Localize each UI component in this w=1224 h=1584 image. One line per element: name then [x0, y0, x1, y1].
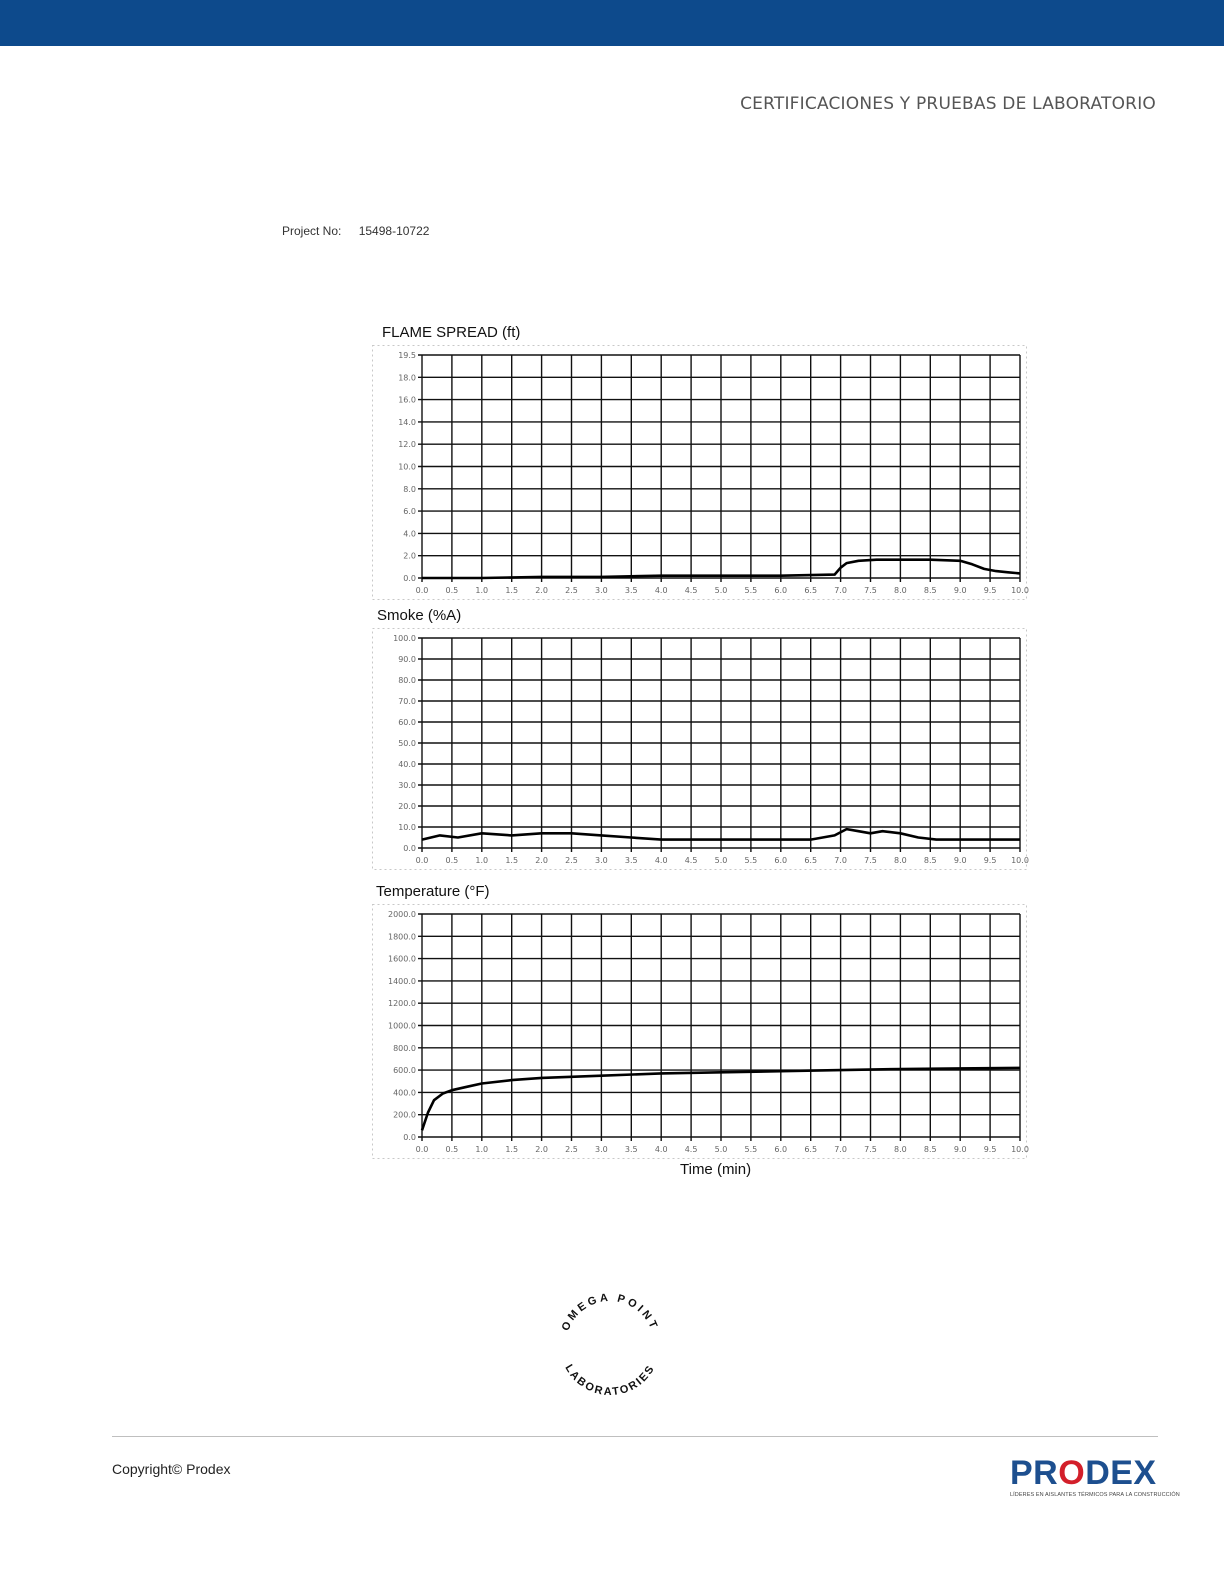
x-tick-label: 8.5 — [923, 586, 937, 595]
smoke-chart — [372, 628, 1032, 870]
x-tick-label: 3.0 — [595, 856, 608, 865]
x-tick-label: 0.0 — [415, 1145, 429, 1154]
seal-bottom-text: LABORATORIES — [562, 1362, 658, 1399]
x-tick-label: 6.0 — [774, 856, 788, 865]
svg-text:OMEGA POINT — [560, 1292, 661, 1333]
x-tick-label: 8.0 — [894, 586, 907, 595]
y-tick-label: 1400.0 — [388, 976, 416, 986]
y-tick-label: 19.5 — [398, 351, 416, 360]
x-tick-label: 3.5 — [624, 856, 638, 865]
x-tick-label: 4.0 — [654, 856, 668, 865]
x-tick-label: 9.5 — [983, 1145, 997, 1154]
x-tick-label: 0.5 — [445, 1145, 459, 1154]
x-tick-label: 1.5 — [505, 856, 519, 865]
chart-frame — [373, 346, 1027, 600]
x-tick-label: 4.5 — [684, 1145, 698, 1154]
y-tick-label: 70.0 — [398, 697, 416, 706]
x-tick-label: 7.0 — [834, 586, 847, 595]
prodex-logo — [1010, 1454, 1180, 1498]
x-tick-label: 9.0 — [953, 1145, 967, 1154]
y-tick-label: 20.0 — [398, 802, 416, 811]
y-tick-label: 8.0 — [403, 484, 416, 494]
y-tick-label: 80.0 — [398, 676, 416, 685]
y-tick-label: 4.0 — [403, 529, 416, 539]
temperature-chart-title: Temperature (°F) — [376, 883, 490, 900]
y-tick-label: 10.0 — [398, 462, 416, 472]
x-tick-label: 7.0 — [834, 1145, 847, 1154]
x-tick-label: 2.0 — [535, 856, 548, 865]
x-tick-label: 10.0 — [1011, 856, 1029, 865]
x-tick-label: 9.0 — [953, 856, 967, 865]
x-tick-label: 7.5 — [864, 586, 877, 595]
project-label: Project No: — [282, 224, 342, 238]
prodex-tagline: LÍDERES EN AISLANTES TÉRMICOS PARA LA CONSTRUCCIÓN — [1010, 1492, 1180, 1498]
x-tick-label: 5.5 — [744, 586, 758, 595]
x-tick-label: 6.0 — [774, 1145, 788, 1154]
y-tick-label: 50.0 — [398, 739, 416, 748]
project-number-value: 15498-10722 — [358, 224, 430, 238]
seal-top-text: OMEGA POINT — [559, 1291, 661, 1333]
x-tick-label: 0.5 — [445, 586, 459, 595]
y-tick-label: 12.0 — [398, 440, 416, 450]
x-tick-label: 7.0 — [834, 856, 847, 865]
y-tick-label: 0.0 — [403, 574, 416, 583]
y-tick-label: 2.0 — [403, 551, 416, 561]
x-tick-label: 5.0 — [714, 856, 728, 865]
x-tick-label: 1.0 — [475, 856, 489, 865]
x-tick-label: 0.0 — [415, 856, 429, 865]
x-tick-label: 1.5 — [505, 586, 519, 595]
y-tick-label: 30.0 — [398, 781, 416, 790]
page-header-title: CERTIFICACIONES Y PRUEBAS DE LABORATORIO — [740, 94, 1156, 114]
y-tick-label: 6.0 — [403, 507, 416, 517]
x-tick-label: 6.5 — [804, 1145, 818, 1154]
y-tick-label: 400.0 — [393, 1088, 416, 1098]
x-tick-label: 6.5 — [804, 856, 818, 865]
x-tick-label: 9.5 — [983, 586, 997, 595]
x-tick-label: 4.0 — [654, 1145, 668, 1154]
x-tick-label: 10.0 — [1011, 586, 1029, 595]
x-tick-label: 7.5 — [864, 856, 877, 865]
prodex-wordmark: PRODEX — [1010, 1454, 1157, 1492]
y-tick-label: 200.0 — [393, 1110, 416, 1120]
x-tick-label: 9.5 — [983, 856, 997, 865]
x-tick-label: 8.0 — [894, 1145, 907, 1154]
x-tick-label: 2.0 — [535, 1145, 548, 1154]
x-tick-label: 0.0 — [415, 586, 429, 595]
x-tick-label: 2.5 — [565, 856, 578, 865]
time-axis-label: Time (min) — [680, 1161, 752, 1178]
x-tick-label: 8.5 — [923, 856, 937, 865]
x-tick-label: 9.0 — [953, 586, 967, 595]
x-tick-label: 0.5 — [445, 856, 459, 865]
project-number — [282, 224, 429, 238]
omega-point-laboratories-seal — [548, 1283, 672, 1407]
footer-divider — [112, 1436, 1158, 1437]
y-tick-label: 40.0 — [398, 760, 416, 769]
y-tick-label: 10.0 — [398, 823, 416, 832]
x-tick-label: 7.5 — [864, 1145, 877, 1154]
x-tick-label: 5.0 — [714, 586, 728, 595]
y-tick-label: 1200.0 — [388, 999, 416, 1009]
x-tick-label: 5.5 — [744, 856, 758, 865]
x-tick-label: 3.5 — [624, 1145, 638, 1154]
x-tick-label: 3.0 — [595, 586, 608, 595]
x-tick-label: 1.0 — [475, 1145, 489, 1154]
y-tick-label: 1600.0 — [388, 954, 416, 964]
svg-text:LABORATORIES — [562, 1362, 657, 1398]
x-tick-label: 3.0 — [595, 1145, 608, 1154]
x-tick-label: 10.0 — [1011, 1145, 1029, 1154]
y-tick-label: 60.0 — [398, 718, 416, 727]
y-tick-label: 100.0 — [393, 634, 416, 643]
y-tick-label: 0.0 — [403, 844, 416, 853]
y-tick-label: 0.0 — [403, 1133, 416, 1142]
y-tick-label: 14.0 — [398, 417, 416, 427]
x-tick-label: 8.0 — [894, 856, 907, 865]
y-tick-label: 2000.0 — [388, 910, 416, 919]
y-tick-label: 600.0 — [393, 1066, 416, 1076]
y-tick-label: 18.0 — [398, 373, 416, 383]
y-tick-label: 1000.0 — [388, 1021, 416, 1031]
x-tick-label: 4.5 — [684, 586, 698, 595]
x-tick-label: 6.0 — [774, 586, 788, 595]
x-tick-label: 2.5 — [565, 586, 578, 595]
temperature-chart — [372, 904, 1032, 1159]
x-tick-label: 2.5 — [565, 1145, 578, 1154]
smoke-chart-title: Smoke (%A) — [377, 607, 462, 624]
x-tick-label: 1.0 — [475, 586, 489, 595]
flame-spread-chart-title: FLAME SPREAD (ft) — [382, 324, 521, 341]
y-tick-label: 90.0 — [398, 655, 416, 664]
x-tick-label: 4.0 — [654, 586, 668, 595]
chart-frame — [373, 629, 1027, 870]
y-tick-label: 16.0 — [398, 395, 416, 405]
x-tick-label: 6.5 — [804, 586, 818, 595]
x-tick-label: 1.5 — [505, 1145, 519, 1154]
x-tick-label: 4.5 — [684, 856, 698, 865]
x-tick-label: 5.0 — [714, 1145, 728, 1154]
x-tick-label: 5.5 — [744, 1145, 758, 1154]
flame-spread-chart — [372, 345, 1032, 600]
chart-frame — [373, 905, 1027, 1159]
top-bar — [0, 0, 1224, 46]
x-tick-label: 2.0 — [535, 586, 548, 595]
x-tick-label: 8.5 — [923, 1145, 937, 1154]
y-tick-label: 800.0 — [393, 1043, 416, 1053]
y-tick-label: 1800.0 — [388, 932, 416, 942]
x-tick-label: 3.5 — [624, 586, 638, 595]
copyright-text: Copyright© Prodex — [112, 1461, 231, 1477]
